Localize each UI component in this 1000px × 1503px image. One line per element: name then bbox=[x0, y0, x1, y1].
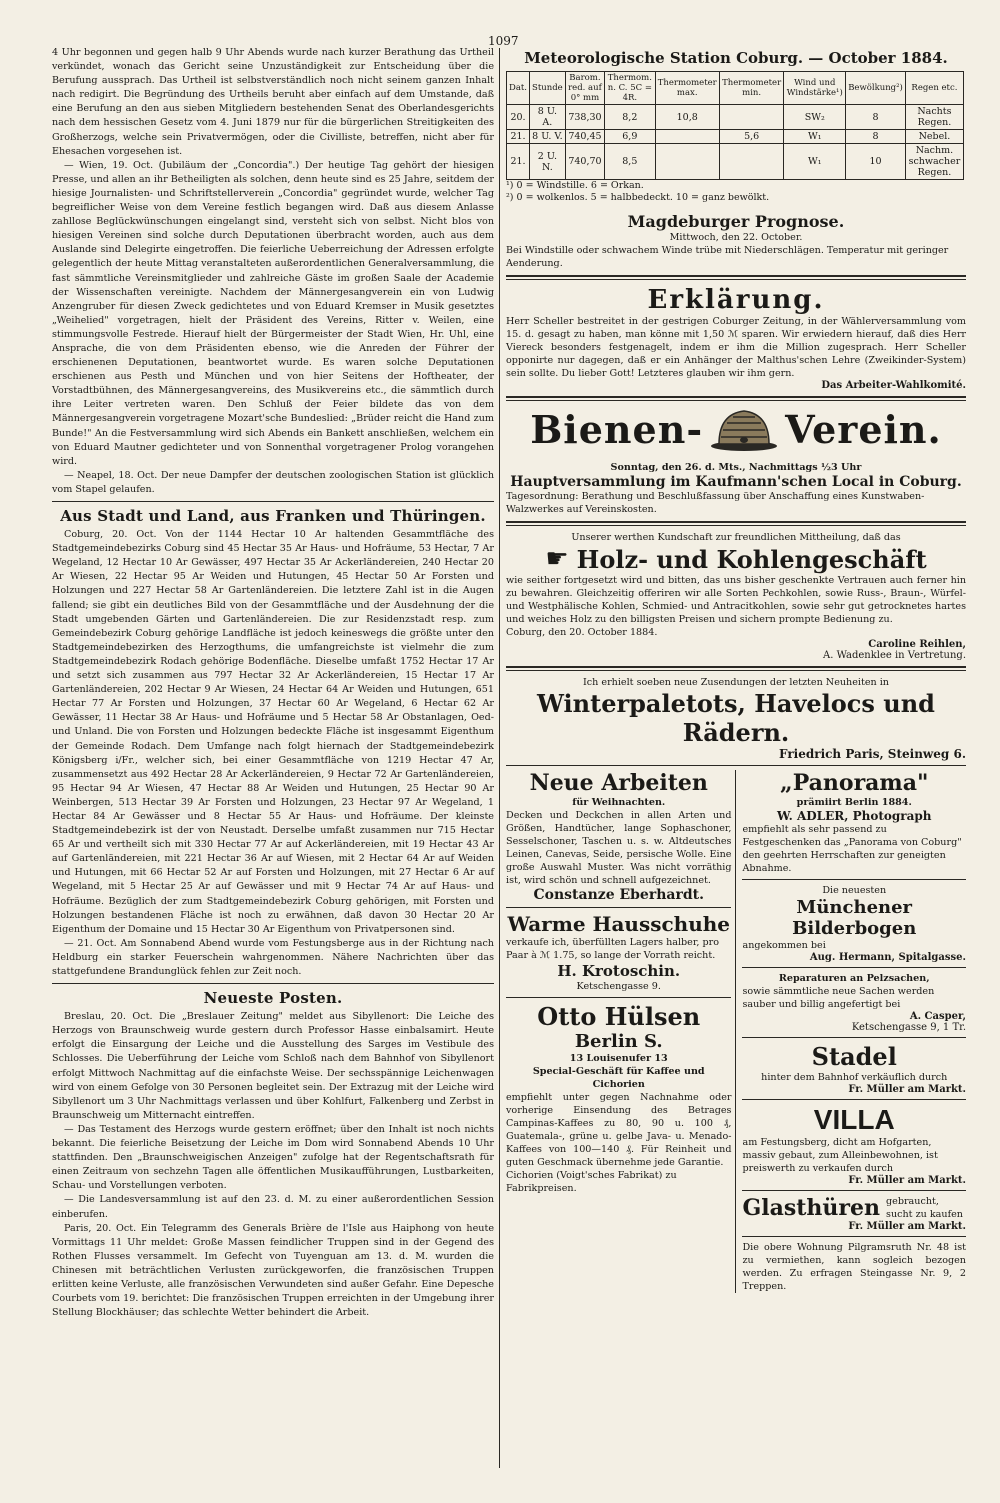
forecast-text: Bei Windstille oder schwachem Winde trübe mit Niederschlägen. Temperatur mit geringer Aenderung. bbox=[506, 245, 949, 269]
divider bbox=[506, 396, 966, 401]
table-header: Dat. bbox=[507, 72, 530, 105]
footnote: ¹) 0 = Windstille. 6 = Orkan. bbox=[506, 180, 644, 191]
table-cell: 738,30 bbox=[565, 105, 604, 130]
otto-huelsen-city: Berlin S. bbox=[574, 1031, 663, 1052]
table-cell bbox=[655, 144, 719, 180]
table-cell: W₁ bbox=[784, 144, 846, 180]
glasthueren-heading bbox=[742, 1195, 966, 1221]
table-cell: 21. bbox=[507, 130, 530, 144]
divider bbox=[742, 1099, 966, 1100]
hausschuhe-text: verkaufe ich, überfüllten Lagers halber, pro Paar à ℳ 1.75, so lange der Vorrath reicht. bbox=[506, 937, 719, 961]
table-cell: 8 bbox=[846, 105, 906, 130]
table-cell: 6,9 bbox=[605, 130, 655, 144]
stadel-signature: Fr. Müller am Markt. bbox=[848, 1084, 966, 1095]
neue-arbeiten-signature: Constanze Eberhardt. bbox=[533, 887, 704, 903]
pelz-signature: A. Casper, bbox=[909, 1011, 966, 1022]
divider bbox=[742, 1037, 966, 1038]
forecast-title: Magdeburger Prognose. bbox=[627, 212, 845, 231]
table-cell bbox=[655, 130, 719, 144]
table-header: Wind und Windstärke¹) bbox=[784, 72, 846, 105]
table-header: Stunde bbox=[530, 72, 566, 105]
table-cell: 8,5 bbox=[605, 144, 655, 180]
footnote: ²) 0 = wolkenlos. 5 = halbbedeckt. 10 = ganz bewölkt. bbox=[506, 192, 770, 203]
table-header: Thermometer max. bbox=[655, 72, 719, 105]
winter-intro: Ich erhielt soeben neue Zusendungen der letzten Neuheiten in bbox=[583, 677, 889, 688]
muenchener-text: angekommen bei bbox=[742, 940, 826, 951]
divider bbox=[506, 521, 966, 526]
bienen-verein-title bbox=[506, 406, 966, 461]
paragraph: Paris, 20. Oct. Ein Telegramm des Generals Brière de l'Isle aus Haiphong von heute Vormittags 11 Uhr meldet: Große Massen feindlicher Truppen sind in der Gegend des Rothen Flusses versammelt. Im Gefecht von Tuyenguan am 13. d. M. wurden die Chinesen mit beträchtlichen Verlusten zurückgeworfen, die französischen Truppen erlitten keine Verluste, alle französischen Verwundeten sind außer Gefahr. Eine Depesche Courbets vom 19. berichtet: Die französischen Truppen erreichten in der Umgebung ihrer Stellung Blockhäuser; das schlechte Wetter behindert die Arbeit. bbox=[52, 1222, 494, 1319]
table-cell: 8 bbox=[846, 130, 906, 144]
winter-signature: Friedrich Paris, Steinweg 6. bbox=[779, 747, 966, 761]
holz-heading bbox=[506, 544, 966, 574]
bienen-assembly: Hauptversammlung im Kaufmann'schen Local in Coburg. bbox=[510, 474, 962, 490]
table-cell: Nachm. schwacher Regen. bbox=[905, 144, 963, 180]
forecast-date: Mittwoch, den 22. October. bbox=[669, 232, 803, 243]
page-number: 1097 bbox=[488, 34, 519, 48]
paragraph: — Die Landesversammlung ist auf den 23. d. M. zu einer außerordentlichen Session einberufen. bbox=[52, 1194, 494, 1220]
hausschuhe-address: Ketschengasse 9. bbox=[576, 981, 661, 992]
panorama-sub: prämiirt Berlin 1884. bbox=[796, 797, 912, 808]
divider bbox=[506, 666, 966, 671]
table-cell bbox=[719, 144, 783, 180]
bienen-title-left: Bienen- bbox=[530, 407, 704, 452]
divider bbox=[52, 501, 494, 502]
bienen-date: Sonntag, den 26. d. Mts., Nachmittags ½3 Uhr bbox=[610, 462, 862, 473]
paragraph: — Das Testament des Herzogs wurde gestern eröffnet; über den Inhalt ist noch nichts bekannt. Die feierliche Beisetzung der Leiche im Dom wird Sonnabend Abends 10 Uhr stattfinden. Den „Braunschweigischen Anzeigen" zufolge hat der Regentschaftsrath für einen Zeitraum von sechzehn Tagen alle öffentlichen Musikaufführungen, Lustbarkeiten, Schau- und Vorstellungen verboten. bbox=[52, 1123, 494, 1192]
hausschuhe-title: Warme Hausschuhe bbox=[507, 912, 730, 936]
erklaerung-title: Erklärung. bbox=[647, 285, 825, 315]
section-heading: Aus Stadt und Land, aus Franken und Thüringen. bbox=[60, 507, 486, 525]
table-cell: 740,70 bbox=[565, 144, 604, 180]
table-cell: Nebel. bbox=[905, 130, 963, 144]
wohnung-text: Die obere Wohnung Pilgramsruth Nr. 48 ist zu vermiethen, kann sogleich bezogen werden. Zu erfragen Steingasse Nr. 9, 2 Treppen. bbox=[742, 1242, 966, 1292]
holz-text: wie seither fortgesetzt wird und bitten, das uns bisher geschenkte Vertrauen auch ferner hin zu bewahren. Gleichzeitig offeriren wir alle Sorten Pechkohlen, sowie Russ-, Braun-, Würfel- und Westphälische Kohlen, Schmied- und Antracitkohlen, sowie sehr gut getrocknetes hartes und weiches Holz zu den billigsten Preisen und sichern prompte Bedienung zu. bbox=[506, 575, 966, 625]
villa-text: am Festungsberg, dicht am Hofgarten, massiv gebaut, zum Alleinbewohnen, ist preiswerth zu verkaufen durch bbox=[742, 1137, 938, 1174]
glasthueren-signature: Fr. Müller am Markt. bbox=[848, 1221, 966, 1232]
table-cell: 10,8 bbox=[655, 105, 719, 130]
divider bbox=[52, 983, 494, 984]
table-cell: SW₂ bbox=[784, 105, 846, 130]
right-column bbox=[506, 46, 966, 1293]
neue-arbeiten-title: Neue Arbeiten bbox=[529, 770, 708, 796]
table-row bbox=[507, 105, 964, 130]
stadel-title: Stadel bbox=[811, 1042, 897, 1071]
table-cell: 740,45 bbox=[565, 130, 604, 144]
divider bbox=[742, 1190, 966, 1191]
table-cell: 8 U. V. bbox=[530, 130, 566, 144]
muenchener-intro: Die neuesten bbox=[822, 885, 887, 896]
table-row bbox=[507, 144, 964, 180]
table-cell: 8,2 bbox=[605, 105, 655, 130]
paragraph: 4 Uhr begonnen und gegen halb 9 Uhr Abends wurde nach kurzer Berathung das Urtheil verkündet, wonach das Gericht seine Unzuständigkeit zur Entscheidung über die Berufung aussprach. Das Urtheil ist selbstverständlich noch nicht seinem ganzen Inhalt nach redigirt. Die Begründung des Urtheils beruht aber einfach auf dem Umstande, daß eine Berufung an den aus sieben Mitgliedern bestehenden Senat des Oberlandesgerichts nach dem hessischen Gesetz vom 4. Juni 1879 nur für die bürgerlichen Streitigkeiten des Großherzogs, welche sein Privatvermögen, oder die Civilliste, betreffen, nicht aber für Ehesachen vorgesehen ist. bbox=[52, 47, 494, 157]
table-header: Barom. red. auf 0° mm bbox=[565, 72, 604, 105]
muenchener-title: Münchener Bilderbogen bbox=[792, 897, 917, 939]
divider bbox=[742, 1236, 966, 1237]
divider bbox=[506, 765, 966, 766]
table-header: Regen etc. bbox=[905, 72, 963, 105]
table-cell: Nachts Regen. bbox=[905, 105, 963, 130]
otto-huelsen-subtitle: Special-Geschäft für Kaffee und Cichorien bbox=[532, 1066, 705, 1090]
table-row bbox=[507, 130, 964, 144]
villa-signature: Fr. Müller am Markt. bbox=[848, 1175, 966, 1186]
table-header: Thermom. n. C. 5C = 4R. bbox=[605, 72, 655, 105]
table-header: Thermometer min. bbox=[719, 72, 783, 105]
divider bbox=[506, 907, 731, 908]
glasthueren-title: Glasthüren bbox=[742, 1195, 881, 1221]
divider bbox=[742, 967, 966, 968]
holz-title: Holz- und Kohlengeschäft bbox=[576, 544, 927, 574]
section-heading: Neueste Posten. bbox=[203, 989, 343, 1008]
weather-station-title: Meteorologische Station Coburg. — October 1884. bbox=[524, 49, 948, 67]
left-column bbox=[52, 46, 494, 1320]
holz-signature: Caroline Reihlen, bbox=[868, 639, 966, 650]
otto-huelsen-text: empfiehlt unter gegen Nachnahme oder vorherige Einsendung des Betrages Campinas-Kaffees zu 80, 90 u. 100 ₰, Guatemala-, grüne u. gelbe Java- u. Menado-Kaffees von 100—140 ₰. Für Reinheit und guten Geschmack übernehme jede Garantie. bbox=[506, 1092, 732, 1168]
paragraph: Coburg, 20. Oct. Von der 1144 Hectar 10 Ar haltenden Gesammtfläche des Stadtgemeindebezirks Coburg sind 45 Hectar 35 Ar Haus- und Hofräume, 53 Hectar, 7 Ar Wegeland, 12 Hectar 10 Ar Gewässer, 497 Hectar 35 Ar Ackerländereien, 240 Hectar 20 Ar Wiesen, 22 Hectar 95 Ar Weiden und Hutungen, 45 Hectar 50 Ar Forsten und Holzungen und 227 Hectar 58 Ar Gartenländereien. Die letztere Zahl ist in die Augen fallend; sie gibt ein deutliches Bild von der Gesammtfläche und der Ausdehnung der die Stadt umgebenden Gärten und Gartenländereien. Die zur Residenzstadt resp. zum Gemeindebezirk Coburg gehörige Landfläche ist jedoch keineswegs die größte unter den Stadtgemeindebezirken des Herzogthums, die umfangreichste ist vielmehr die zum Stadtgemeindebezirk Rodach gehörige Bodenfläche. Dieselbe umfaßt 1752 Hectar 17 Ar und setzt sich zusammen aus 797 Hectar 32 Ar Ackerländereien, 15 Hectar 17 Ar Gartenländereien, 202 Hectar 9 Ar Wiesen, 24 Hectar 64 Ar Weiden und Hutungen, 651 Hectar 77 Ar Forsten und Holzungen, 37 Hectar 60 Ar Wegeland, 6 Hectar 62 Ar Gewässer, 11 Hectar 38 Ar Haus- und Hofräume und 5 Hectar 58 Ar Obstanlagen, Oed- und Unland. Die von Forsten und Holzungen bedeckte Fläche ist insgesammt Eigenthum der Gemeinde Rodach. Dem Umfange nach folgt hiernach der Stadtgemeindebezirk Königsberg i/Fr., welcher sich, bei einer Gesammtfläche von 1219 Hectar 47 Ar, zusammensetzt aus 492 Hectar 28 Ar Ackerländereien, 9 Hectar 72 Ar Gartenländereien, 95 Hectar 94 Ar Wiesen, 47 Hectar 88 Ar Weiden und Hutungen, 25 Hectar 90 Ar Weinbergen, 513 Hectar 39 Ar Forsten und Holzungen, 23 Hectar 97 Ar Wegeland, 1 Hectar 84 Ar Gewässer und 8 Hectar 55 Ar Haus- und Hofräume. Der kleinste Stadtgemeindebezirk ist der von Neustadt. Derselbe umfaßt zusammen nur 715 Hectar 65 Ar und vertheilt sich mit 330 Hectar 77 Ar auf Ackerländereien, mit 19 Hectar 43 Ar auf Gartenländereien, mit 221 Hectar 36 Ar auf Wiesen, mit 2 Hectar 64 Ar auf Weiden und Hutungen, mit 66 Hectar 52 Ar auf Forsten und Holzungen, mit 27 Hectar 6 Ar auf Wegeland, mit 5 Hectar 25 Ar auf Gewässer und mit 9 Hectar 74 Ar auf Haus- und Hofräume. Bezüglich der zum Stadtgemeindebezirk Coburg gehörigen, mit Forsten und Holzungen bestandenen Fläche ist noch zu erwähnen, daß davon 30 Hectar 20 Ar Eigenthum der Domaine und 15 Hectar 30 Ar Eigenthum von Privatpersonen sind. bbox=[52, 529, 494, 935]
paragraph: — Wien, 19. Oct. (Jubiläum der „Concordia".) Der heutige Tag gehört der hiesigen Presse, und allen an ihr Betheiligten als solchen, denn heute sind es 25 Jahre, seitdem der hiesige Journalisten- und Schriftstellerverein „Concordia" gegründet wurde, welcher Tag begreiflicher Weise von dem Vereine festlich begangen wird. Daß aus diesem Anlasse zahllose Beglückwünschungen eingelangt sind, versteht sich von selbst. Nicht blos von hiesigen Vereinen sind solche durch Deputationen überbracht worden, auch aus dem Auslande sind Delegirte eingetroffen. Die feierliche Ueberreichung der Adressen erfolgte gelegentlich der heute Mittag veranstalteten außerordentlichen Generalversammlung, die fast sämmtliche Vereinsmitglieder und zahlreiche Gäste im großen Saale der Academie der Wissenschaften vereinigte. Nachdem der Männergesangverein ein von Ludwig Anzengruber für diesen Zweck gedichtetes und von Eduard Kremser in Musik gesetztes „Weihelied" vorgetragen, hielt der Präsident des Vereins, Ritter v. Weilen, eine stimmungsvolle Festrede. Hierauf hielt der Bürgermeister der Stadt Wien, Hr. Uhl, eine Ansprache, die von dem Präsidenten ebenso, wie die Anreden der Führer der erschienenen Deputationen, beantwortet wurde. Es waren solche Deputationen erschienen aus Pesth und München und von hier Seitens der Hoftheater, der Vorstadtbühnen, des Männergesangvereins, des Musikvereins etc., die sämmtlich durch ihre Leiter vertreten waren. Den Schluß der Feier bildete das von dem Männergesangverein vorgetragene Mozart'sche Bundeslied: „Brüder reicht die Hand zum Bunde!" An die Festversammlung wird sich Abends ein Bankett anschließen, welchem ein von Eduard Mautner gedichteter und von Sonnenthal vorgetragener Prolog vorangehen wird. bbox=[52, 159, 494, 467]
otto-huelsen-title: Otto Hülsen bbox=[537, 1002, 701, 1031]
winter-title: Winterpaletots, Havelocs und Rädern. bbox=[537, 689, 935, 747]
muenchener-signature: Aug. Hermann, Spitalgasse. bbox=[809, 952, 966, 963]
paragraph: — 21. Oct. Am Sonnabend Abend wurde vom Festungsberge aus in der Richtung nach Heldburg ein starker Feuerschein wahrgenommen. Nähere Nachrichten über das stattgefundene Brandunglück fehlen zur Zeit noch. bbox=[52, 937, 494, 977]
divider bbox=[742, 879, 966, 880]
weather-table bbox=[506, 71, 964, 180]
bienen-agenda: Tagesordnung: Berathung und Beschlußfassung über Anschaffung eines Kunstwaben-Walzwerkes auf Vereinskosten. bbox=[506, 491, 925, 515]
pointing-hand-icon: ☛ bbox=[545, 544, 569, 574]
erklaerung-text: Herr Scheller bestreitet in der gestrigen Coburger Zeitung, in der Wählerversammlung vom 15. d. gesagt zu haben, man könne mit 1,50 ℳ sparen. Wir erwiedern hierauf, daß dies Herr Viereck besonders festgenagelt, indem er ihm die Million zugesprach. Herr Scheller opponirte nur dagegen, daß er ein Anhänger der Malthus'schen Lehre (Zweikinder-System) sein sollte. Du lieber Gott! Letzteres glauben wir ihm gern. bbox=[506, 316, 966, 379]
table-header-row bbox=[507, 72, 964, 105]
panorama-photographer: W. ADLER, Photograph bbox=[776, 809, 932, 823]
hausschuhe-signature: H. Krotoschin. bbox=[557, 962, 681, 980]
table-cell: 21. bbox=[507, 144, 530, 180]
pelz-address: Ketschengasse 9, 1 Tr. bbox=[851, 1022, 966, 1033]
neue-arbeiten-sub: für Weihnachten. bbox=[572, 797, 666, 808]
table-header: Bewölkung²) bbox=[846, 72, 906, 105]
glasthueren-text: gebraucht, sucht zu kaufen bbox=[886, 1196, 963, 1220]
panorama-title: „Panorama" bbox=[780, 770, 929, 796]
bienen-title-right: Verein. bbox=[785, 407, 942, 452]
pelz-text: sowie sämmtliche neue Sachen werden sauber und billig angefertigt bei bbox=[742, 986, 935, 1010]
table-cell: 20. bbox=[507, 105, 530, 130]
neue-arbeiten-text: Decken und Deckchen in allen Arten und Größen, Handtücher, lange Sophaschoner, Sesselschoner, Taschen u. s. w. Altdeutsches Leinen, Canevas, Seide, persische Wolle. Eine große Auswahl Muster. Was nicht vorräthig ist, wird schön und schnell aufgezeichnet. bbox=[506, 810, 732, 886]
stadel-text: hinter dem Bahnhof verkäuflich durch bbox=[761, 1072, 948, 1083]
panorama-text: empfiehlt als sehr passend zu Festgeschenken das „Panorama von Coburg" den geehrten Herrschaften zur geneigten Abnahme. bbox=[742, 824, 962, 874]
paragraph: — Neapel, 18. Oct. Der neue Dampfer der deutschen zoologischen Station ist glücklich vom Stapel gelaufen. bbox=[52, 469, 494, 495]
pelz-title: Reparaturen an Pelzsachen, bbox=[778, 973, 930, 984]
divider bbox=[506, 275, 966, 280]
holz-signature-2: A. Wadenklee in Vertretung. bbox=[823, 650, 966, 661]
divider bbox=[506, 997, 731, 998]
holz-intro: Unserer werthen Kundschaft zur freundlichen Mittheilung, daß das bbox=[571, 532, 901, 543]
otto-huelsen-address: 13 Louisenufer 13 bbox=[569, 1053, 668, 1064]
table-cell bbox=[719, 105, 783, 130]
table-cell: 5,6 bbox=[719, 130, 783, 144]
table-cell: 10 bbox=[846, 144, 906, 180]
paragraph: Breslau, 20. Oct. Die „Breslauer Zeitung" meldet aus Sibyllenort: Die Leiche des Herzogs von Braunschweig wurde gestern durch Professor Hasse einbalsamirt. Heute erfolgt die Einsargung der Leiche und die Ausstellung des Sarges im Vestibule des Schlosses. Die Ueberführung der Leiche vom Schloß nach dem Bahnhof von Sibyllenort erfolgt Mittwoch Nachmittag auf die einfachste Weise. Der sechsspännige Leichenwagen wird von einem Gefolge von 30 Personen begleitet sein. Der Extrazug mit der Leiche wird Sibyllenort um 3 Uhr Nachmittags verlassen und über Kohlfurt, Falkenberg und Zerbst in Braunschweig um Mitternacht eintreffen. bbox=[52, 1011, 494, 1121]
holz-date: Coburg, den 20. October 1884. bbox=[506, 627, 658, 638]
ads-row bbox=[506, 770, 966, 1293]
otto-huelsen-footer: Cichorien (Voigt'sches Fabrikat) zu Fabrikpreisen. bbox=[506, 1170, 677, 1194]
table-cell: 2 U. N. bbox=[530, 144, 566, 180]
column-divider bbox=[499, 48, 500, 1468]
beehive-icon bbox=[709, 406, 779, 461]
ads-right-column bbox=[736, 770, 966, 1293]
villa-title: VILLA bbox=[813, 1104, 895, 1135]
erklaerung-signature: Das Arbeiter-Wahlkomité. bbox=[821, 380, 966, 391]
table-cell: W₁ bbox=[784, 130, 846, 144]
table-cell: 8 U. A. bbox=[530, 105, 566, 130]
ads-left-column bbox=[506, 770, 736, 1293]
